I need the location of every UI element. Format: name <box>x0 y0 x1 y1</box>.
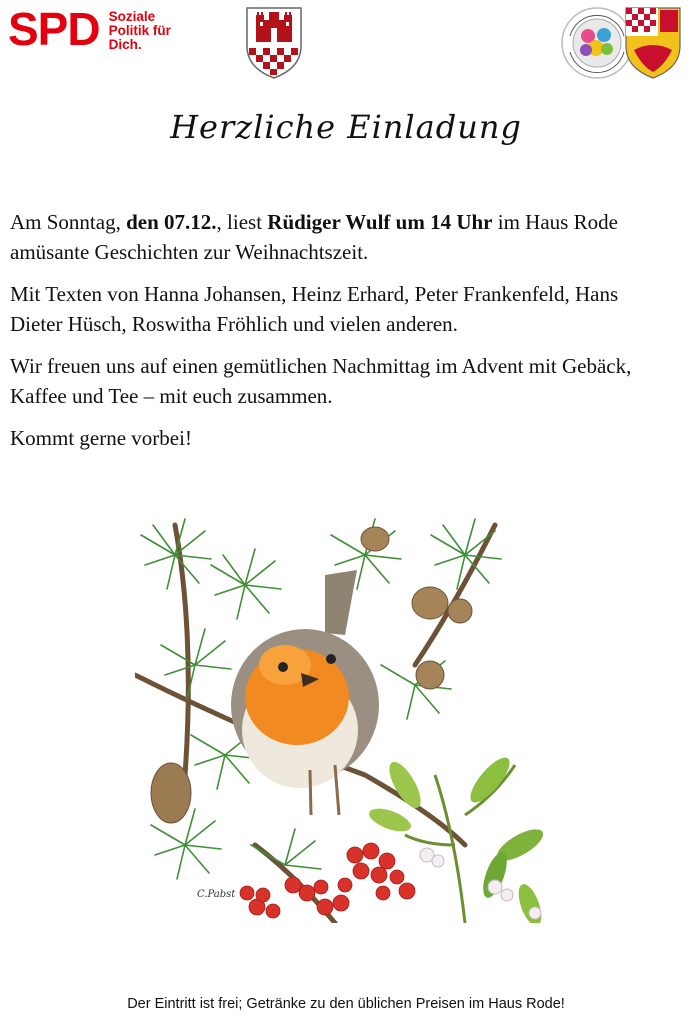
district-crest-icon <box>624 6 682 80</box>
slogan-line-3: Dich. <box>108 37 142 52</box>
slogan-line-2: Politik für <box>108 23 171 38</box>
robin-illustration <box>135 515 543 923</box>
text-run: , liest <box>216 210 268 234</box>
artist-signature: C.Pabst <box>197 889 236 900</box>
paragraph-authors: Mit Texten von Hanna Johansen, Heinz Erhard, Peter Frankenfeld, Hans Dieter Hüsch, Roswitha Fröhlich und vielen anderen. <box>10 282 619 336</box>
spd-slogan <box>109 10 171 52</box>
neighborhood-association-logo-icon <box>560 6 634 80</box>
text-run: Am Sonntag, <box>10 210 127 234</box>
spd-logo-text: SPD <box>8 3 100 55</box>
paragraph-refreshments: Wir freuen uns auf einen gemütlichen Nachmittag im Advent mit Gebäck, Kaffee und Tee – mit euch zusammen. <box>10 354 632 408</box>
paragraph-closing: Kommt gerne vorbei! <box>10 426 192 450</box>
town-crest-icon <box>245 6 303 80</box>
paragraph-event-details <box>10 207 670 267</box>
spd-logo <box>8 3 171 55</box>
text-run: im Haus Rode amüsante Geschichten zur Weihnachtszeit. <box>10 210 618 264</box>
invitation-body <box>10 207 670 465</box>
invitation-title: Herzliche Einladung <box>170 108 522 146</box>
event-date: den 07.12. <box>126 210 217 234</box>
footer-note: Der Eintritt ist frei; Getränke zu den üblichen Preisen im Haus Rode! <box>127 996 565 1012</box>
reader-and-time: Rüdiger Wulf um 14 Uhr <box>267 210 493 234</box>
slogan-line-1: Soziale <box>108 9 156 24</box>
